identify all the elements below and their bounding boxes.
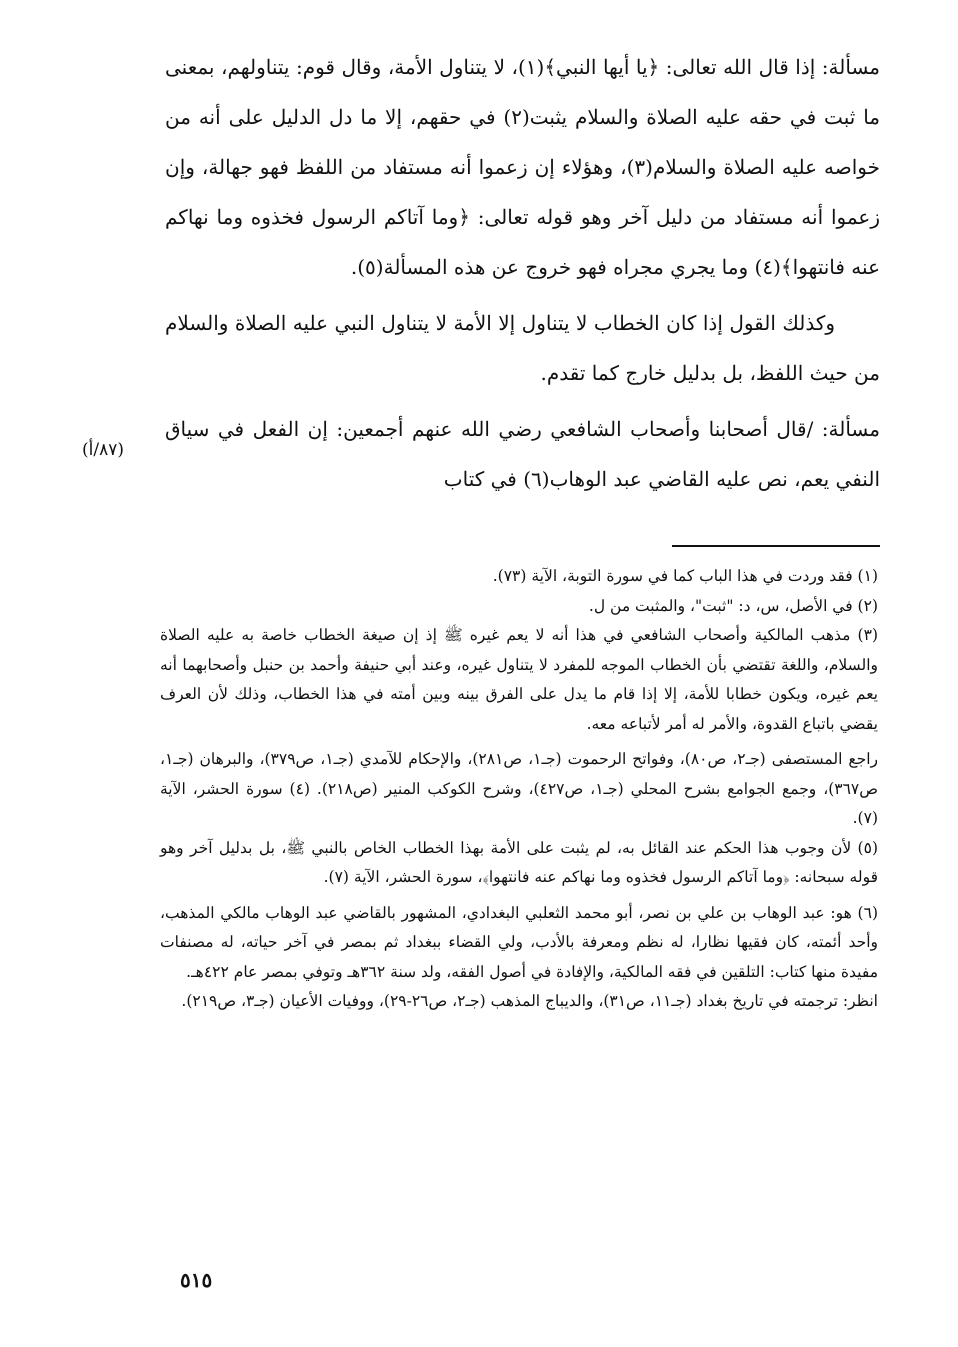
manuscript-folio-marker: (٨٧/أ)	[82, 440, 124, 460]
page-number: ٥١٥	[180, 1268, 213, 1292]
footnote-3-references: راجع المستصفى (جـ٢، ص٨٠)، وفواتح الرحموت (جـ١، ص٢٨١)، والإحكام للآمدي (جـ١، ص٣٧٩)، والبرهان (جـ١، ص٣٦٧)، وجمع الجوامع بشرح المحلي (جـ١، ص٤٢٧)، وشرح الكوكب المنير (ص٢١٨). (٤) سورة الحشر، الآية (٧).	[160, 750, 879, 827]
footnote-2: (٢) في الأصل، س، د: "ثبت"، والمثبت من ل.	[588, 596, 878, 615]
footnote-3: (٣) مذهب المالكية وأصحاب الشافعي في هذا أنه لا يعم غيره ﷺ إذ إن صيغة الخطاب خاصة به عليه الصلاة والسلام، واللغة تقتضي بأن الخطاب الموجه للمفرد لا يتناول غيره، وعند أبي حنيفة وأحمد بن حنبل وأصحابهما أنه يعم غيره، ويكون خطابا للأمة، إلا إذا قام ما يدل على الفرق بينه وبين أمته في هذا الخطاب، وذلك لأن العرف يقضي باتباع القدوة، والأمر له أمر لأتباعه معه.	[160, 626, 878, 733]
footnote-6-references: انظر: ترجمته في تاريخ بغداد (جـ١١، ص٣١)، والديباج المذهب (جـ٢، ص٢٦-٢٩)، ووفيات الأعيان (جـ٣، ص٢١٩).	[181, 992, 878, 1010]
paragraph-continuation: وكذلك القول إذا كان الخطاب لا يتناول إلا الأمة لا يتناول النبي عليه الصلاة والسلام من حيث اللفظ، بل بدليل خارج كما تقدم.	[165, 311, 880, 385]
footnote-6: (٦) هو: عبد الوهاب بن علي بن نصر، أبو محمد الثعلبي البغدادي، المشهور بالقاضي عبد الوهاب مالكي المذهب، وأحد أئمته، كان فقيها نظارا، له نظم ومعرفة بالأدب، ولي القضاء ببغداد ثم بمصر في آخر حياته، له مصنفات مفيدة منها كتاب: التلقين في فقه المالكية، والإفادة في أصول الفقه، ولد سنة ٣٦٢هـ وتوفي بمصر عام ٤٢٢هـ.	[160, 903, 878, 981]
footnotes	[160, 562, 878, 1017]
footnote-5: (٥) لأن وجوب هذا الحكم عند القائل به، لم يثبت على الأمة بهذا الخطاب الخاص بالنبي ﷺ، بل بدليل آخر وهو قوله سبحانه: ﴿وما آتاكم الرسول فخذوه وما نهاكم عنه فانتهوا﴾، سورة الحشر، الآية (٧).	[160, 838, 878, 886]
paragraph-issue-2: مسألة: /قال أصحابنا وأصحاب الشافعي رضي الله عنهم أجمعين: إن الفعل في سياق النفي يعم، نص عليه القاضي عبد الوهاب(٦) في كتاب	[165, 417, 880, 491]
paragraph-issue-1: مسألة: إذا قال الله تعالى: ﴿يا أيها النبي﴾(١)، لا يتناول الأمة، وقال قوم: يتناولهم، بمعنى ما ثبت في حقه عليه الصلاة والسلام يثبت(٢) في حقهم، إلا ما دل الدليل على أنه من خواصه عليه الصلاة والسلام(٣)، وهؤلاء إن زعموا أنه مستفاد من اللفظ فهو جهالة، وإن زعموا أنه مستفاد من دليل آخر وهو قوله تعالى: ﴿وما آتاكم الرسول فخذوه وما نهاكم عنه فانتهوا﴾(٤) وما يجري مجراه فهو خروج عن هذه المسألة(٥).	[165, 55, 880, 279]
footnote-separator	[672, 545, 880, 547]
footnote-1: (١) فقد وردت في هذا الباب كما في سورة التوبة، الآية (٧٣).	[492, 567, 878, 585]
main-text	[165, 42, 880, 504]
